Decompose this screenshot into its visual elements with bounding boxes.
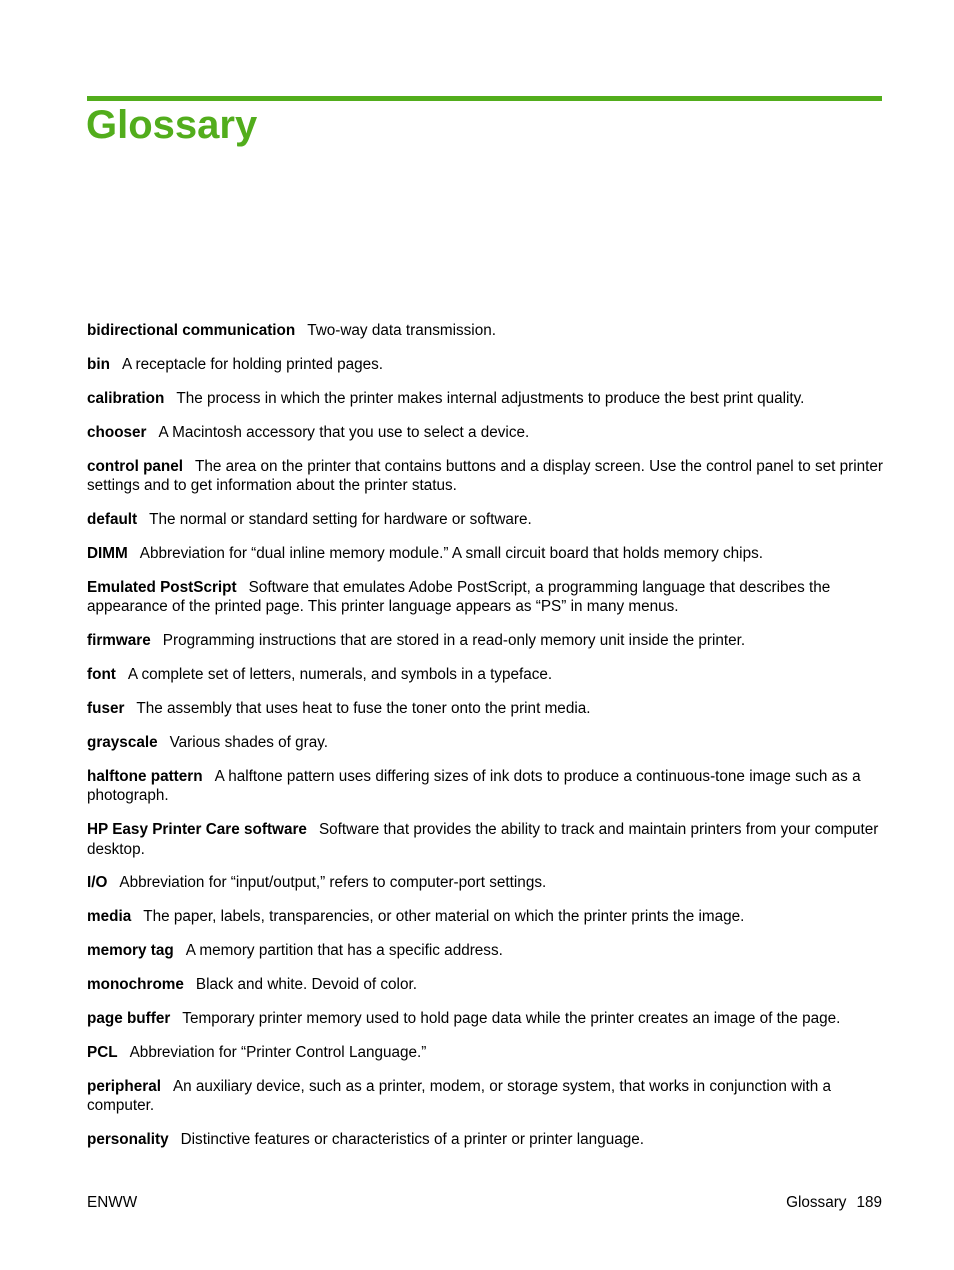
glossary-term: control panel xyxy=(87,457,184,475)
glossary-definition: A complete set of letters, numerals, and symbols in a typeface. xyxy=(127,666,553,684)
glossary-entry xyxy=(87,1130,884,1150)
glossary-definition: Distinctive features or characteristics of a printer or printer language. xyxy=(180,1131,644,1149)
glossary-term: halftone pattern xyxy=(87,767,203,785)
glossary-entry xyxy=(87,873,884,893)
glossary-term: page buffer xyxy=(87,1010,171,1028)
glossary-entry xyxy=(87,767,884,806)
glossary-definition: Temporary printer memory used to hold page data while the printer creates an image of the page. xyxy=(182,1010,841,1028)
glossary-list xyxy=(87,321,884,1164)
footer-page-info xyxy=(786,1193,882,1212)
glossary-definition: A halftone pattern uses differing sizes of ink dots to produce a continuous-tone image such as a photograph. xyxy=(87,767,861,805)
glossary-term: peripheral xyxy=(87,1077,161,1095)
glossary-term: bidirectional communication xyxy=(87,322,296,339)
glossary-term: HP Easy Printer Care software xyxy=(87,821,307,839)
glossary-entry xyxy=(87,907,884,927)
glossary-definition: The normal or standard setting for hardware or software. xyxy=(149,510,532,528)
glossary-entry xyxy=(87,1077,884,1116)
glossary-entry xyxy=(87,389,884,409)
footer-doc-code: ENWW xyxy=(87,1194,138,1211)
glossary-term: grayscale xyxy=(87,733,158,751)
glossary-term: memory tag xyxy=(87,942,174,960)
glossary-definition: Various shades of gray. xyxy=(169,733,329,751)
glossary-entry xyxy=(87,578,884,617)
glossary-definition: Abbreviation for “input/output,” refers to computer-port settings. xyxy=(119,874,547,892)
glossary-definition: A memory partition that has a specific address. xyxy=(185,942,503,960)
glossary-entry xyxy=(87,457,884,496)
glossary-entry xyxy=(87,355,884,375)
glossary-definition: The process in which the printer makes internal adjustments to produce the best print quality. xyxy=(176,389,805,407)
glossary-definition: A receptacle for holding printed pages. xyxy=(121,355,384,373)
glossary-definition: A Macintosh accessory that you use to select a device. xyxy=(158,423,530,441)
page-number: 189 xyxy=(856,1194,882,1211)
glossary-definition: The paper, labels, transparencies, or other material on which the printer prints the image. xyxy=(143,908,745,926)
glossary-entry xyxy=(87,321,884,341)
glossary-term: personality xyxy=(87,1131,169,1149)
glossary-entry xyxy=(87,975,884,995)
glossary-term: font xyxy=(87,666,116,684)
glossary-term: DIMM xyxy=(87,544,128,562)
glossary-definition: An auxiliary device, such as a printer, modem, or storage system, that works in conjunction with a computer. xyxy=(87,1077,832,1115)
glossary-term: default xyxy=(87,510,138,528)
glossary-definition: Two-way data transmission. xyxy=(307,322,496,339)
glossary-definition: Black and white. Devoid of color. xyxy=(195,976,417,994)
glossary-entry xyxy=(87,1009,884,1029)
glossary-definition: The assembly that uses heat to fuse the toner onto the print media. xyxy=(136,699,591,717)
glossary-entry xyxy=(87,665,884,685)
glossary-definition: Programming instructions that are stored in a read-only memory unit inside the printer. xyxy=(162,632,746,650)
glossary-entry xyxy=(87,631,884,651)
glossary-entry xyxy=(87,1043,884,1063)
glossary-term: calibration xyxy=(87,389,165,407)
glossary-definition: Abbreviation for “dual inline memory module.” A small circuit board that holds memory chips. xyxy=(139,544,763,562)
glossary-term: firmware xyxy=(87,632,151,650)
glossary-entry xyxy=(87,423,884,443)
glossary-term: bin xyxy=(87,355,110,373)
glossary-entry xyxy=(87,941,884,961)
footer-section: Glossary xyxy=(786,1194,847,1211)
glossary-entry xyxy=(87,733,884,753)
glossary-term: fuser xyxy=(87,699,125,717)
glossary-term: I/O xyxy=(87,874,108,892)
glossary-definition: The area on the printer that contains buttons and a display screen. Use the control panel to set printer settings and to get information about the printer status. xyxy=(87,457,883,495)
glossary-entry xyxy=(87,820,884,859)
glossary-definition: Software that provides the ability to track and maintain printers from your computer desktop. xyxy=(87,821,879,858)
glossary-term: PCL xyxy=(87,1043,118,1061)
page-title: Glossary xyxy=(86,103,258,147)
glossary-term: monochrome xyxy=(87,976,184,994)
glossary-definition: Software that emulates Adobe PostScript, a programming language that describes the appearance of the printed page. This printer language appears as “PS” in many menus. xyxy=(87,578,831,616)
glossary-term: chooser xyxy=(87,423,147,441)
glossary-entry xyxy=(87,510,884,530)
glossary-term: media xyxy=(87,908,132,926)
glossary-term: Emulated PostScript xyxy=(87,578,237,596)
glossary-entry xyxy=(87,699,884,719)
glossary-definition: Abbreviation for “Printer Control Language.” xyxy=(129,1043,427,1061)
glossary-entry xyxy=(87,544,884,564)
